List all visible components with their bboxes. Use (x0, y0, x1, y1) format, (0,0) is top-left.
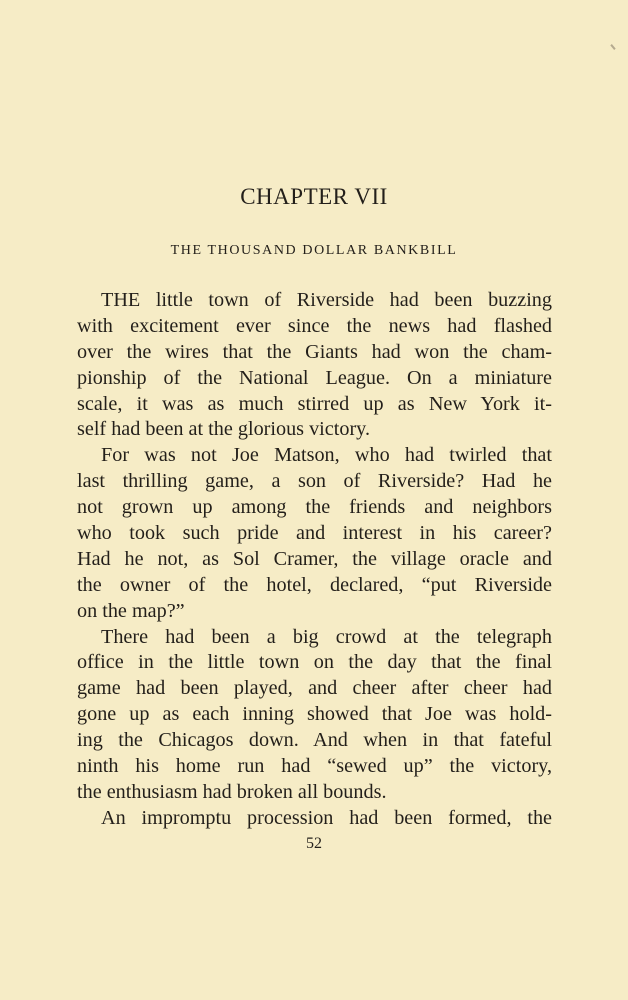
text-line: ing the Chicagos down. And when in that fateful (77, 729, 552, 752)
chapter-heading: CHAPTER VII (240, 184, 388, 209)
text-line: For was not Joe Matson, who had twirled that (101, 444, 552, 467)
text-line: game had been played, and cheer after cheer had (77, 677, 552, 700)
text-line: last thrilling game, a son of Riverside? Had he (77, 470, 552, 493)
text-line: office in the little town on the day that the final (77, 651, 552, 674)
text-line: ninth his home run had “sewed up” the victory, (77, 755, 552, 778)
chapter-title: THE THOUSAND DOLLAR BANKBILL (170, 243, 458, 258)
chapter-body (77, 288, 552, 832)
text-line: There had been a big crowd at the telegraph (101, 625, 552, 648)
text-line: self had been at the glorious victory. (77, 418, 371, 441)
text-line: scale, it was as much stirred up as New York it- (77, 392, 552, 415)
text-line: with excitement ever since the news had flashed (77, 314, 552, 337)
text-line: Had he not, as Sol Cramer, the village oracle and (77, 547, 552, 570)
text-line: not grown up among the friends and neighbors (77, 496, 552, 519)
text-line: the owner of the hotel, declared, “put Riverside (77, 573, 552, 596)
text-line: pionship of the National League. On a miniature (77, 366, 552, 389)
text-line: THE little town of Riverside had been buzzing (101, 289, 552, 311)
text-line: on the map?” (77, 599, 185, 622)
text-line: the enthusiasm had broken all bounds. (77, 780, 387, 803)
page-number: 52 (306, 835, 322, 852)
text-line: An impromptu procession had been formed, the (101, 806, 552, 829)
corner-mark (610, 44, 615, 50)
text-line: who took such pride and interest in his career? (77, 522, 552, 545)
text-line: over the wires that the Giants had won the cham- (77, 340, 552, 363)
text-line: gone up as each inning showed that Joe was hold- (77, 703, 552, 726)
